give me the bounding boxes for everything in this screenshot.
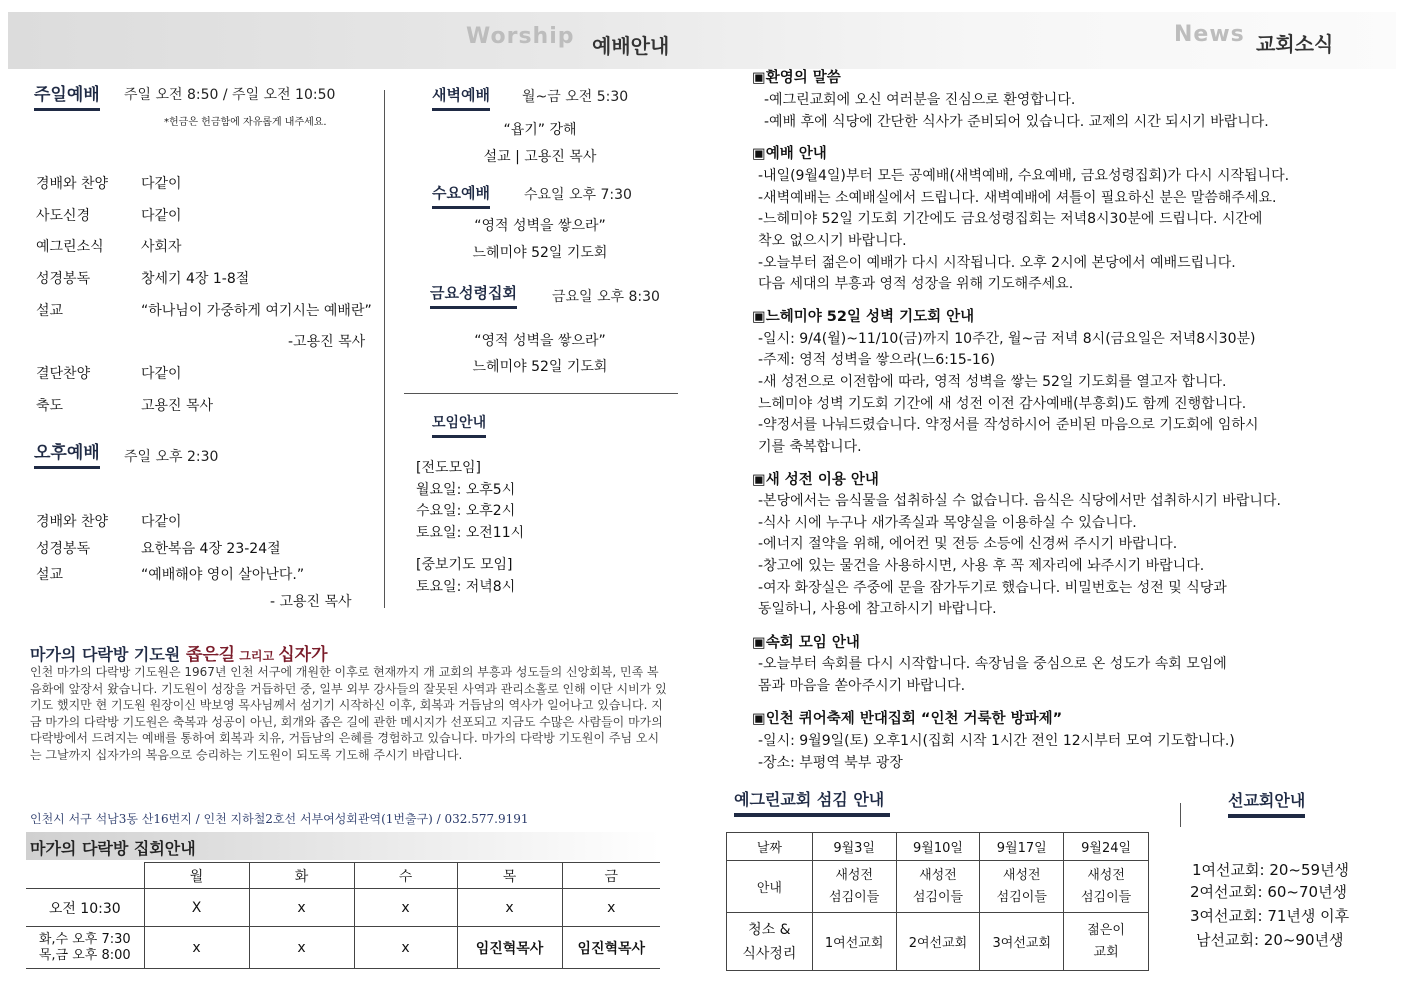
order-value: 다같이 [141,208,182,224]
meeting-title: 모임안내 [432,412,486,438]
news-line: -식사 시에 누구나 새가족실과 목양실을 이용하실 수 있습니다. [758,515,1137,531]
mission-line: 2여선교회: 60~70년생 [1190,883,1348,901]
row-label: 안내 [727,861,813,913]
dawn-line2: 설교 | 고용진 목사 [483,149,597,165]
news-line: -예그린교회에 오신 여러분을 진심으로 환영합니다. [764,92,1076,108]
order-value: 사회자 [141,239,182,255]
news-line: -여자 화장실은 주중에 문을 잠가두기로 했습니다. 비밀번호는 성전 및 식당과 [758,580,1227,596]
meeting-line: 수요일: 오후2시 [416,503,516,519]
order-value: “예배해야 영이 살아난다.” [141,567,305,583]
service-title: 예그린교회 섬김 안내 [734,787,890,817]
news-line: 동일하니, 사용에 참고하시기 바랍니다. [758,601,997,617]
cell: x [562,889,660,927]
cell: 새성전 섬김이들 [980,861,1064,913]
worship-ko: 예배안내 [592,34,670,58]
news-line: -본당에서는 음식물을 섭취하실 수 없습니다. 음식은 식당에서만 섭취하시기 바랍니다. [758,493,1281,509]
cell: 새성전 섬김이들 [1064,861,1149,913]
story-address: 인천시 서구 석남3동 산16번지 / 인천 지하철2호선 서부여성회관역(1번출구) / 032.577.9191 [30,812,529,826]
header-bar [8,12,1396,69]
cell: x [249,927,354,969]
order-key: 경배와 찬양 [36,176,109,192]
time-label: 화,수 오후 7:30 목,금 오후 8:00 [26,927,144,969]
service-table [726,832,1149,971]
mission-line: 1여선교회: 20~59년생 [1192,861,1350,879]
afternoon-title: 오후예배 [34,438,100,469]
news-line: -새벽예배는 소예배실에서 드립니다. 새벽예배에 셔틀이 필요하신 분은 말씀해주세요. [758,190,1277,206]
wed-line1: “영적 성벽을 쌓으라” [474,218,606,234]
news-heading: ▣속회 모임 안내 [752,635,860,651]
news-heading: ▣느헤미야 52일 성벽 기도회 안내 [752,309,975,325]
order-value: 다같이 [141,514,182,530]
cell: 임진혁목사 [457,927,562,969]
news-heading: ▣인천 퀴어축제 반대집회 “인천 거룩한 방파제” [752,711,1063,727]
wed-title: 수요예배 [432,182,490,209]
cell: x [354,927,457,969]
schedule-title: 마가의 다락방 집회안내 [30,839,196,858]
meeting-line: [전도모임] [416,460,482,476]
section-divider [404,393,678,394]
row-label: 청소 & 식사정리 [727,913,813,971]
worship-en: Worship [466,24,575,49]
news-line: 착오 없으시기 바랍니다. [758,233,907,249]
news-line: -장소: 부평역 북부 광장 [758,755,903,771]
order-value: 요한복음 4장 23-24절 [141,541,281,557]
mission-line: 3여선교회: 71년생 이후 [1190,907,1350,925]
news-line: 기를 축복합니다. [758,439,862,455]
news-line: -오늘부터 젊은이 예배가 다시 시작됩니다. 오후 2시에 본당에서 예배드립니다. [758,255,1236,271]
news-line: -주제: 영적 성벽을 쌓으라(느6:15-16) [758,352,996,368]
news-line: -새 성전으로 이전함에 따라, 영적 성벽을 쌓는 52일 기도회를 열고자 합니다. [758,374,1227,390]
fri-line1: “영적 성벽을 쌓으라” [474,333,606,349]
story-title-d: 십자가 [278,645,328,665]
news-line: 몸과 마음을 쏟아주시기 바랍니다. [758,678,966,694]
cell: x [354,889,457,927]
order-key: 축도 [36,398,64,414]
news-line: -예배 후에 식당에 간단한 식사가 준비되어 있습니다. 교제의 시간 되시기 바랍니다. [764,114,1269,130]
head-cell: 9월10일 [896,833,980,861]
meeting-line: 토요일: 저녁8시 [416,579,516,595]
offering-note: *헌금은 헌금함에 자유롭게 내주세요. [164,117,327,128]
news-heading: ▣새 성전 이용 안내 [752,472,879,488]
story-title-c: 그리고 [235,649,279,663]
news-line: -내일(9월4일)부터 모든 공예배(새벽예배, 수요예배, 금요성령집회)가 다시 시작됩니다. [758,168,1290,184]
dawn-time: 월~금 오전 5:30 [522,89,629,105]
fri-title: 금요성령집회 [430,282,517,309]
head-cell: 9월24일 [1064,833,1149,861]
cell: x [144,927,249,969]
cell: 임진혁목사 [562,927,660,969]
order-value: 창세기 4장 1-8절 [141,271,250,287]
news-line: 다음 세대의 부흥과 영적 성장을 위해 기도해주세요. [758,276,1074,292]
head-cell: 날짜 [727,833,813,861]
head-cell: 9월3일 [812,833,896,861]
news-heading: ▣환영의 말씀 [752,70,841,86]
cell: 젊은이 교회 [1064,913,1149,971]
order-value: 고용진 목사 [141,398,214,414]
divider [1180,803,1181,827]
wed-line2: 느헤미야 52일 기도회 [472,245,608,261]
news-heading: ▣예배 안내 [752,146,827,162]
day-header: 수 [354,863,457,889]
order-value: 다같이 [141,176,182,192]
story-body: 인천 마가의 다락방 기도원은 1967년 인천 서구에 개원한 이후로 현재까지 개 교회의 부흥과 성도들의 신앙회복, 민족 복음화에 앞장서 왔습니다. 기도원이 성장을 거듭하던 중, 일부 외부 강사들의 잘못된 사역과 관리소홀로 인해 이단 시비가 있기도 했지만 현 기도원 원장이신 박보영 목사님께서 섬기기 시작하신 이후, 회복과 거듭남의 역사가 일어나고 있습니다. 지금 마가의 다락방 기도원은 축복과 성공이 아닌, 회개와 좁은 길에 관한 메시지가 선포되고 지금도 수많은 사람들이 마가의 다락방에서 드려지는 예배를 통하여 회복과 치유, 거듭남의 은혜를 경험하고 있습니다. 마가의 다락방 기도원이 주님 오시는 그날까지 십자가의 복음으로 승리하는 기도원이 되도록 기도해 주시기 바랍니다. [30,665,667,762]
order-value: 다같이 [141,366,182,382]
preacher: -고용진 목사 [288,334,366,350]
story-title-a: 마가의 다락방 기도원 [30,645,186,664]
day-header: 목 [457,863,562,889]
cell: x [457,889,562,927]
news-line: -약정서를 나눠드렸습니다. 약정서를 작성하시어 준비된 마음으로 기도회에 임하시 [758,417,1259,433]
meeting-line: 토요일: 오전11시 [416,525,525,541]
order-key: 설교 [36,303,64,319]
cell: 3여선교회 [980,913,1064,971]
order-key: 결단찬양 [36,366,91,382]
cell: 새성전 섬김이들 [896,861,980,913]
story-title [30,640,328,665]
mission-line: 남선교회: 20~90년생 [1196,931,1344,949]
mission-title: 선교회안내 [1228,788,1305,818]
afternoon-time: 주일 오후 2:30 [124,449,219,465]
order-key: 성경봉독 [36,541,91,557]
order-key: 성경봉독 [36,271,91,287]
news-ko: 교회소식 [1256,32,1334,56]
news-line: 느헤미야 성벽 기도회 기간에 새 성전 이전 감사예배(부흥회)도 함께 진행합니다. [758,396,1247,412]
day-header: 화 [249,863,354,889]
wed-time: 수요일 오후 7:30 [524,187,632,203]
news-line: -에너지 절약을 위해, 에어컨 및 전등 소등에 신경써 주시기 바랍니다. [758,536,1178,552]
dawn-title: 새벽예배 [432,84,490,111]
news-en: News [1174,22,1245,47]
news-line: -창고에 있는 물건을 사용하시면, 사용 후 꼭 제자리에 놔주시기 바랍니다. [758,558,1205,574]
meeting-line: 월요일: 오후5시 [416,482,516,498]
day-header: 월 [144,863,249,889]
news-line: -일시: 9/4(월)~11/10(금)까지 10주간, 월~금 저녁 8시(금요일은 저녁8시30분) [758,331,1256,347]
cell: X [144,889,249,927]
news-line: -오늘부터 속회를 다시 시작합니다. 속장님을 중심으로 온 성도가 속회 모임에 [758,656,1227,672]
cell: 1여선교회 [812,913,896,971]
column-divider [384,90,385,608]
day-header: 금 [562,863,660,889]
schedule-table [26,862,660,969]
cell: x [249,889,354,927]
time-label: 오전 10:30 [26,889,144,927]
fri-time: 금요일 오후 8:30 [552,289,660,305]
meeting-line: [중보기도 모임] [416,557,513,573]
order-key: 예그린소식 [36,239,104,255]
sunday-time: 주일 오전 8:50 / 주일 오전 10:50 [124,87,336,103]
dawn-line1: “욥기” 강해 [503,122,577,138]
cell: 새성전 섬김이들 [812,861,896,913]
order-key: 사도신경 [36,208,91,224]
schedule-title-bar [26,832,660,860]
preacher: - 고용진 목사 [270,594,352,610]
sunday-title: 주일예배 [34,80,100,111]
order-key: 경배와 찬양 [36,514,109,530]
head-cell: 9월17일 [980,833,1064,861]
cell: 2여선교회 [896,913,980,971]
news-line: -느헤미야 52일 기도회 기간에도 금요성령집회는 저녁8시30분에 드립니다. 시간에 [758,211,1263,227]
fri-line2: 느헤미야 52일 기도회 [472,359,608,375]
story-title-b: 좁은길 [185,645,236,665]
news-line: -일시: 9월9일(토) 오후1시(집회 시작 1시간 전인 12시부터 모여 기도합니다.) [758,733,1235,749]
order-value: “하나님이 가중하게 여기시는 예배란” [141,303,372,319]
order-key: 설교 [36,567,64,583]
